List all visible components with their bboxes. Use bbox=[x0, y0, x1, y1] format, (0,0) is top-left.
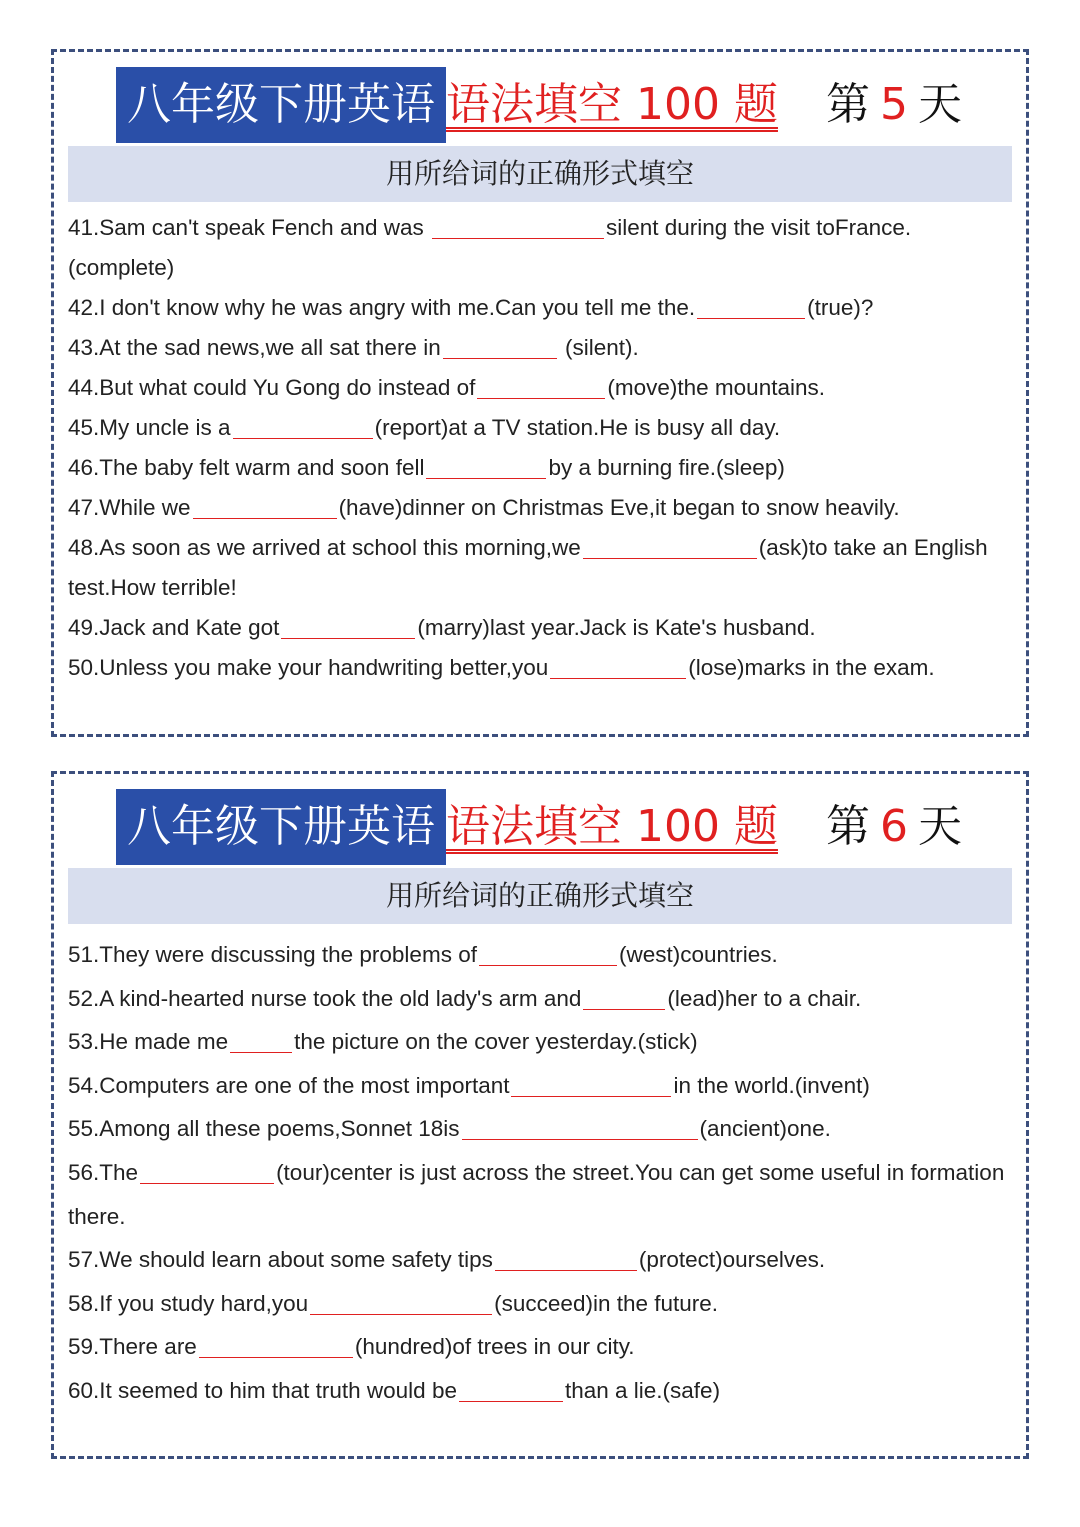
day-number: 5 bbox=[880, 79, 908, 130]
question-text: (protect)ourselves. bbox=[638, 1247, 826, 1273]
question-46 bbox=[68, 448, 1012, 488]
answer-blank[interactable] bbox=[199, 1335, 353, 1359]
question-52 bbox=[68, 977, 1012, 1021]
answer-blank[interactable] bbox=[511, 1073, 671, 1097]
question-text: 45.My uncle is a bbox=[68, 415, 231, 440]
question-text: 42.I don't know why he was angry with me.Can you tell me the. bbox=[68, 295, 696, 320]
question-text: 41.Sam can't speak Fench and was bbox=[68, 215, 430, 240]
question-41 bbox=[68, 208, 1012, 288]
question-text: 58.If you study hard,you bbox=[68, 1290, 309, 1316]
question-59 bbox=[68, 1325, 1012, 1369]
question-text: 44.But what could Yu Gong do instead of bbox=[68, 375, 476, 400]
question-list bbox=[68, 933, 1012, 1413]
question-text: (ancient)one. bbox=[699, 1116, 831, 1142]
instructions-bar: 用所给词的正确形式填空 bbox=[68, 146, 1012, 202]
question-58 bbox=[68, 1282, 1012, 1326]
answer-blank[interactable] bbox=[443, 336, 557, 360]
question-text: (report)at a TV station.He is busy all day. bbox=[374, 415, 781, 440]
answer-blank[interactable] bbox=[140, 1160, 274, 1184]
question-text: 50.Unless you make your handwriting better,you bbox=[68, 655, 549, 680]
title-grade-label: 八年级下册英语 bbox=[116, 789, 446, 865]
day-number: 6 bbox=[880, 801, 908, 852]
question-text: (succeed)in the future. bbox=[494, 1290, 719, 1316]
question-text: 51.They were discussing the problems of bbox=[68, 942, 477, 967]
answer-blank[interactable] bbox=[495, 1248, 637, 1272]
answer-blank[interactable] bbox=[233, 416, 373, 440]
question-47 bbox=[68, 488, 1012, 528]
question-42 bbox=[68, 288, 1012, 328]
question-44 bbox=[68, 368, 1012, 408]
answer-blank[interactable] bbox=[462, 1117, 698, 1141]
question-text: 53.He made me bbox=[68, 1029, 229, 1055]
question-53 bbox=[68, 1020, 1012, 1064]
question-text: 48.As soon as we arrived at school this morning,we bbox=[68, 535, 581, 560]
answer-blank[interactable] bbox=[550, 656, 686, 680]
question-55 bbox=[68, 1107, 1012, 1151]
question-56 bbox=[68, 1151, 1012, 1238]
question-text: (silent). bbox=[558, 335, 639, 360]
question-54 bbox=[68, 1064, 1012, 1108]
question-text: than a lie.(safe) bbox=[564, 1377, 721, 1403]
day-suffix: 天 bbox=[918, 79, 962, 130]
answer-blank[interactable] bbox=[697, 296, 805, 320]
question-text: 57.We should learn about some safety tips bbox=[68, 1247, 493, 1273]
title-day-label bbox=[826, 67, 962, 143]
question-text: (true)? bbox=[807, 295, 874, 320]
answer-blank[interactable] bbox=[583, 986, 665, 1010]
worksheet-card-day-6 bbox=[51, 771, 1029, 1459]
question-text: (lead)her to a chair. bbox=[667, 985, 862, 1011]
question-60 bbox=[68, 1369, 1012, 1413]
question-text: 46.The baby felt warm and soon fell bbox=[68, 455, 425, 480]
question-50 bbox=[68, 648, 1012, 688]
day-suffix: 天 bbox=[918, 801, 962, 852]
question-text: 49.Jack and Kate got bbox=[68, 615, 280, 640]
answer-blank[interactable] bbox=[477, 376, 605, 400]
question-text: 47.While we bbox=[68, 495, 191, 520]
answer-blank[interactable] bbox=[479, 943, 617, 967]
question-43 bbox=[68, 328, 1012, 368]
answer-blank[interactable] bbox=[281, 616, 415, 640]
question-text: 59.There are bbox=[68, 1334, 197, 1360]
question-text: (marry)last year.Jack is Kate's husband. bbox=[417, 615, 816, 640]
answer-blank[interactable] bbox=[583, 536, 757, 560]
question-text: 43.At the sad news,we all sat there in bbox=[68, 335, 441, 360]
instructions-bar: 用所给词的正确形式填空 bbox=[68, 868, 1012, 924]
question-51 bbox=[68, 933, 1012, 977]
question-text: by a burning fire.(sleep) bbox=[548, 455, 785, 480]
title-topic-label: 语法填空 100 题 bbox=[446, 801, 778, 852]
question-text: the picture on the cover yesterday.(stick) bbox=[294, 1029, 698, 1055]
answer-blank[interactable] bbox=[310, 1291, 492, 1315]
question-text: 55.Among all these poems,Sonnet 18is bbox=[68, 1116, 460, 1142]
question-list bbox=[68, 208, 1012, 688]
question-text: (west)countries. bbox=[618, 942, 778, 967]
title-day-label bbox=[826, 789, 962, 865]
answer-blank[interactable] bbox=[459, 1378, 563, 1402]
worksheet-card-day-5 bbox=[51, 49, 1029, 737]
question-text: 56.The bbox=[68, 1159, 139, 1185]
day-prefix: 第 bbox=[826, 801, 870, 852]
question-text: (tour)center is just across the street.You can get some useful in formation there. bbox=[68, 1159, 1005, 1229]
question-48 bbox=[68, 528, 1012, 608]
day-prefix: 第 bbox=[826, 79, 870, 130]
question-text: (have)dinner on Christmas Eve,it began to snow heavily. bbox=[338, 495, 900, 520]
question-text: 52.A kind-hearted nurse took the old lady's arm and bbox=[68, 985, 582, 1011]
question-57 bbox=[68, 1238, 1012, 1282]
worksheet-title bbox=[54, 789, 1026, 865]
question-text: (lose)marks in the exam. bbox=[688, 655, 935, 680]
question-49 bbox=[68, 608, 1012, 648]
question-text: (hundred)of trees in our city. bbox=[354, 1334, 635, 1360]
question-text: in the world.(invent) bbox=[673, 1072, 870, 1098]
answer-blank[interactable] bbox=[432, 216, 604, 240]
answer-blank[interactable] bbox=[426, 456, 546, 480]
question-text: 60.It seemed to him that truth would be bbox=[68, 1377, 457, 1403]
title-topic-label: 语法填空 100 题 bbox=[446, 79, 778, 130]
question-text: silent during the visit toFrance.(complete) bbox=[68, 215, 912, 280]
question-45 bbox=[68, 408, 1012, 448]
worksheet-title bbox=[54, 67, 1026, 143]
question-text: (ask)to take an English test.How terrible! bbox=[68, 535, 988, 600]
title-grade-label: 八年级下册英语 bbox=[116, 67, 446, 143]
question-text: (move)the mountains. bbox=[607, 375, 825, 400]
answer-blank[interactable] bbox=[193, 496, 337, 520]
question-text: 54.Computers are one of the most important bbox=[68, 1072, 510, 1098]
answer-blank[interactable] bbox=[230, 1030, 292, 1054]
